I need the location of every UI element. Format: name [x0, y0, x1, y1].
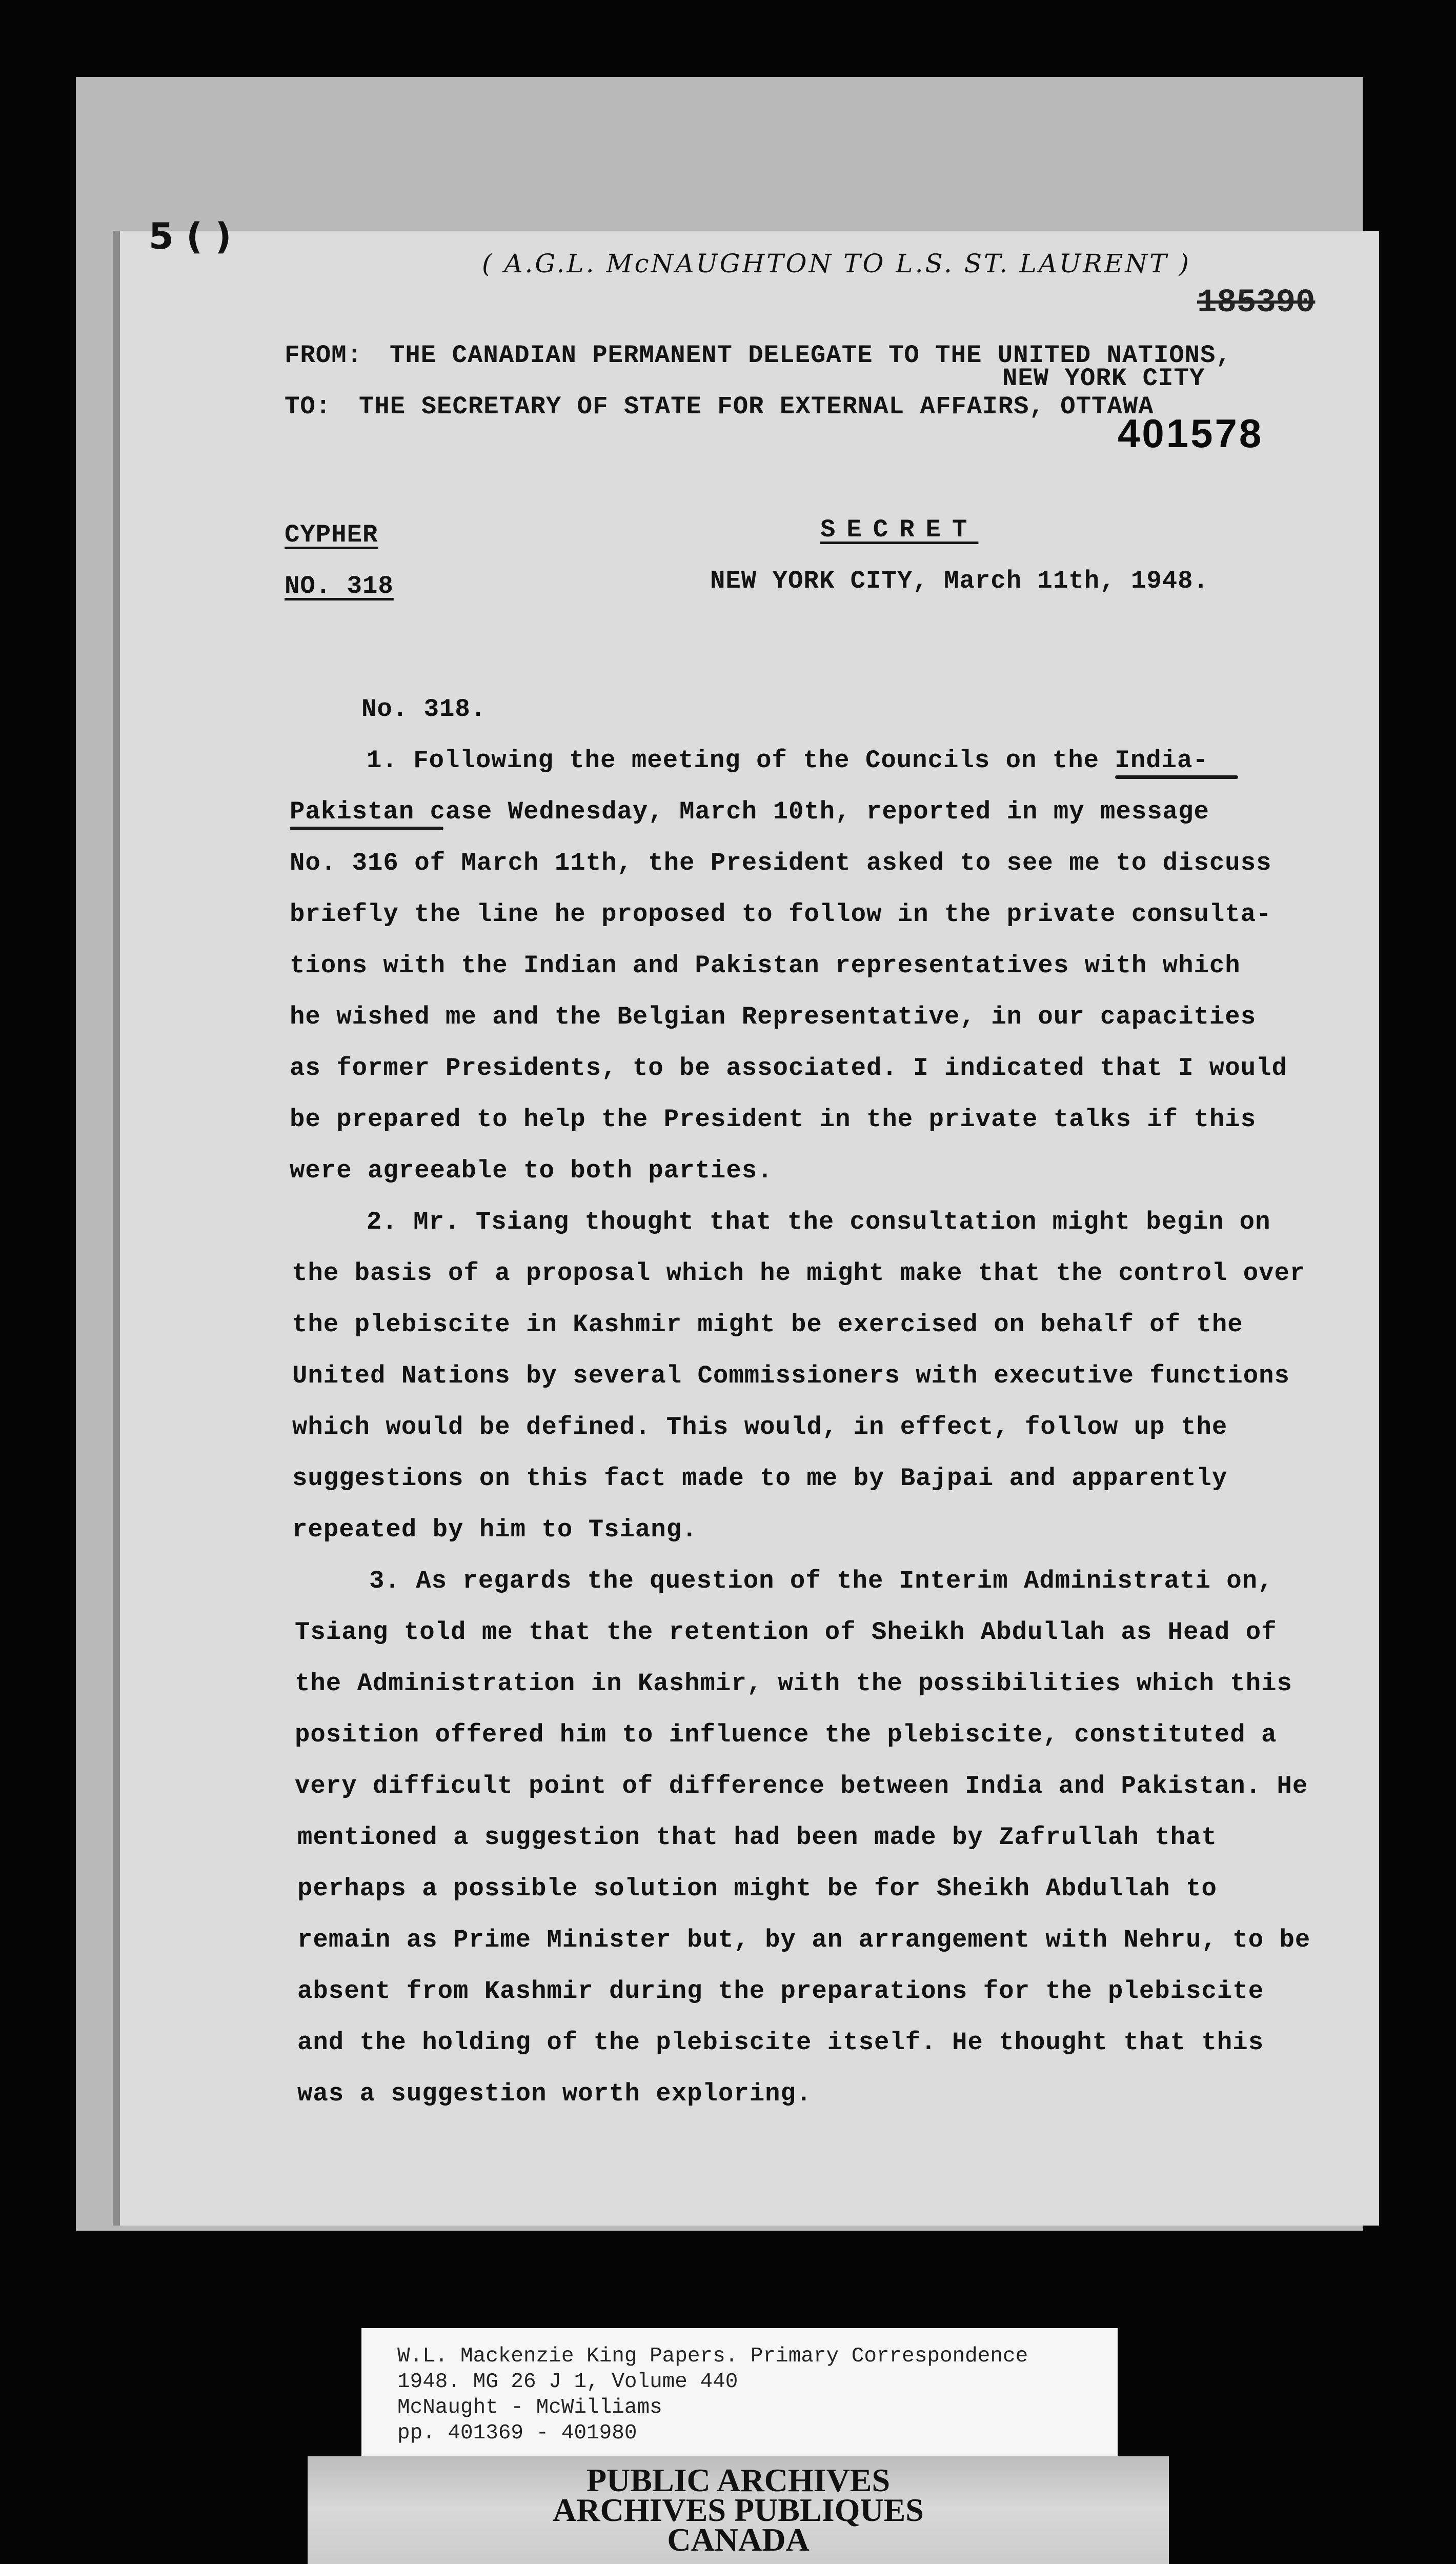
- from-label: FROM:: [285, 341, 363, 370]
- message-number: NO. 318: [285, 572, 394, 600]
- archive-label-card: [361, 2328, 1118, 2461]
- body-line: as former Presidents, to be associated. I indicated that I would: [290, 1054, 1287, 1083]
- reference-number: 401578: [1118, 411, 1264, 456]
- body-line: very difficult point of difference between India and Pakistan. He: [295, 1772, 1308, 1800]
- crossed-out-number: 185390: [1197, 285, 1316, 322]
- to-text: THE SECRETARY OF STATE FOR EXTERNAL AFFAIRS, OTTAWA: [359, 392, 1154, 421]
- body-line: Tsiang told me that the retention of Sheikh Abdullah as Head of: [295, 1618, 1277, 1647]
- body-line: 1. Following the meeting of the Councils on the India-: [367, 746, 1208, 775]
- body-line: briefly the line he proposed to follow in the private consulta-: [290, 900, 1272, 929]
- body-line: tions with the Indian and Pakistan representatives with which: [290, 951, 1241, 980]
- body-line: the Administration in Kashmir, with the possibilities which this: [295, 1669, 1292, 1698]
- body-line: suggestions on this fact made to me by Bajpai and apparently: [292, 1464, 1228, 1493]
- body-line: 3. As regards the question of the Interim Administrati on,: [369, 1567, 1273, 1595]
- body-line: was a suggestion worth exploring.: [297, 2079, 812, 2108]
- body-line: No. 316 of March 11th, the President asked to see me to discuss: [290, 849, 1272, 877]
- body-line: position offered him to influence the plebiscite, constituted a: [295, 1720, 1277, 1749]
- archive-label-line: W.L. Mackenzie King Papers. Primary Correspondence: [397, 2345, 1028, 2368]
- body-line: were agreeable to both parties.: [290, 1156, 773, 1185]
- body-line: he wished me and the Belgian Representative, in our capacities: [290, 1003, 1257, 1031]
- from-city: NEW YORK CITY: [1002, 364, 1205, 393]
- body-line: and the holding of the plebiscite itself. He thought that this: [297, 2028, 1264, 2057]
- body-line: repeated by him to Tsiang.: [292, 1515, 698, 1544]
- cypher-label: CYPHER: [285, 520, 378, 549]
- body-line: perhaps a possible solution might be for Sheikh Abdullah to: [297, 1874, 1217, 1903]
- body-line: the basis of a proposal which he might make that the control over: [292, 1259, 1306, 1288]
- archives-stamp: [308, 2456, 1169, 2564]
- from-text: THE CANADIAN PERMANENT DELEGATE TO THE UNITED NATIONS,: [390, 341, 1231, 370]
- stamp-line: CANADA: [667, 2521, 810, 2558]
- body-line: mentioned a suggestion that had been made by Zafrullah that: [297, 1823, 1217, 1852]
- archive-label-line: McNaught - McWilliams: [397, 2396, 662, 2419]
- archive-label-line: 1948. MG 26 J 1, Volume 440: [397, 2370, 738, 2394]
- to-label: TO:: [285, 392, 332, 421]
- corner-handwritten-mark: 5 ( ): [149, 215, 232, 257]
- archive-label-line: pp. 401369 - 401980: [397, 2421, 637, 2445]
- handwritten-annotation: ( A.G.L. McNAUGHTON TO L.S. ST. LAURENT ): [482, 249, 1191, 278]
- body-line: the plebiscite in Kashmir might be exercised on behalf of the: [292, 1310, 1243, 1339]
- ink-underline: [1115, 775, 1238, 779]
- body-heading: No. 318.: [361, 695, 487, 724]
- body-line: United Nations by several Commissioners with executive functions: [292, 1361, 1290, 1390]
- body-line: be prepared to help the President in the private talks if this: [290, 1105, 1257, 1134]
- classification: SECRET: [820, 515, 979, 544]
- place-date: NEW YORK CITY, March 11th, 1948.: [710, 567, 1209, 595]
- stamp-line: ARCHIVES PUBLIQUES: [553, 2492, 924, 2528]
- body-line: which would be defined. This would, in effect, follow up the: [292, 1413, 1228, 1441]
- ink-underline: [290, 827, 443, 830]
- body-line: absent from Kashmir during the preparations for the plebiscite: [297, 1977, 1264, 2006]
- stamp-line: PUBLIC ARCHIVES: [586, 2462, 891, 2498]
- body-line: Pakistan case Wednesday, March 10th, reported in my message: [290, 797, 1209, 826]
- body-line: remain as Prime Minister but, by an arrangement with Nehru, to be: [297, 1926, 1311, 1954]
- body-line: 2. Mr. Tsiang thought that the consultation might begin on: [367, 1208, 1271, 1236]
